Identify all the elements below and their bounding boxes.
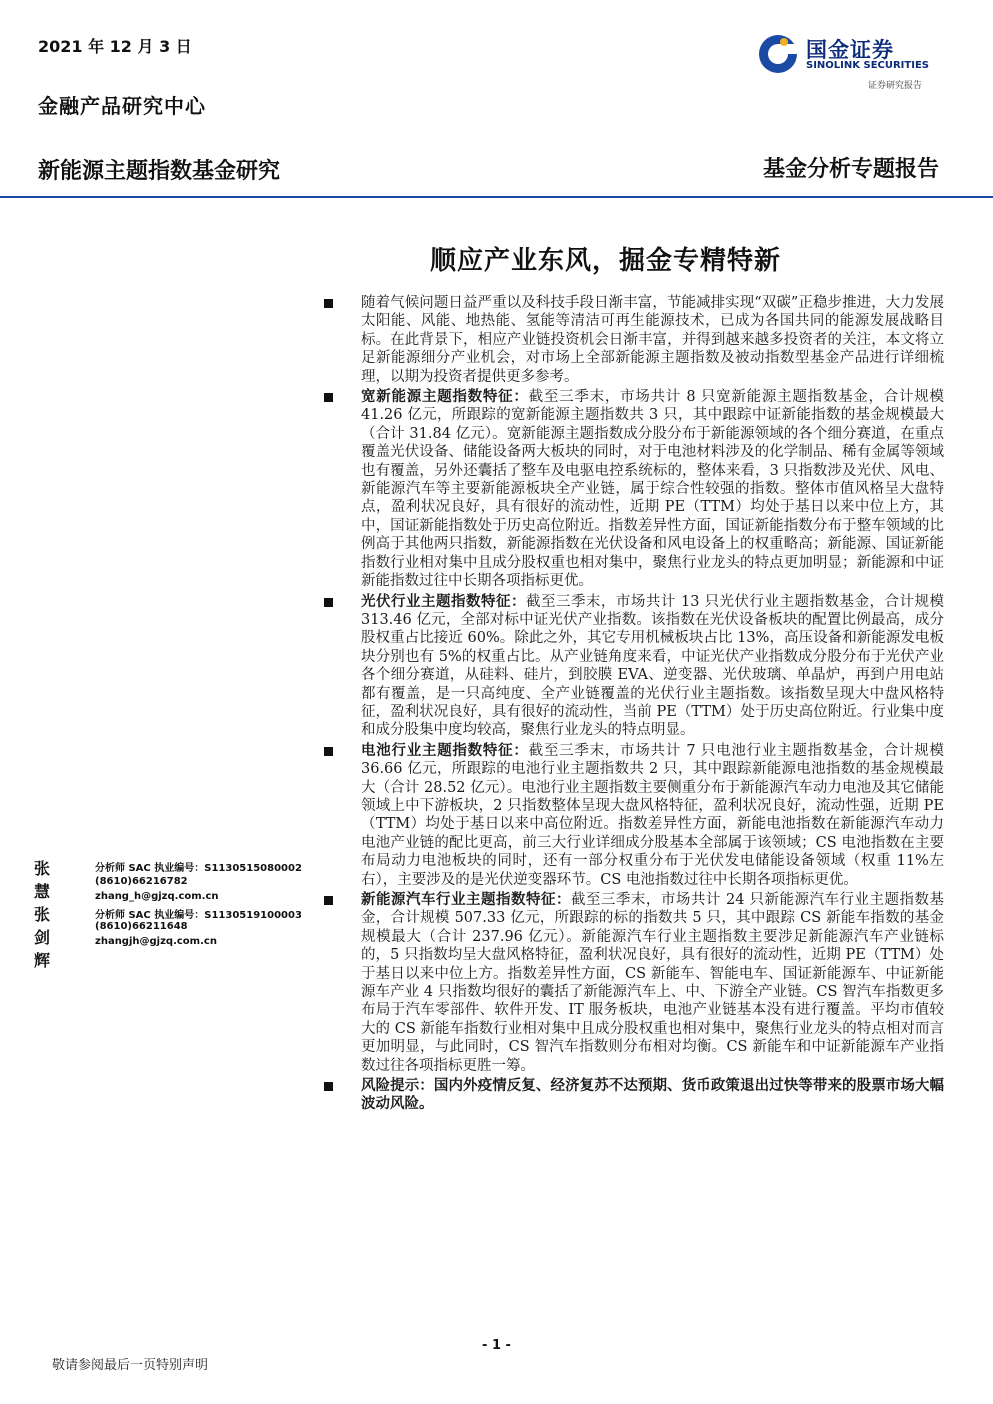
summary-paragraph <box>324 742 944 889</box>
report-main-title: 新能源主题指数基金研究 <box>38 159 281 184</box>
paragraph-text: 截至三季末，市场共计 7 只电池行业主题指数基金，合计规模 36.66 亿元，所跟踪的电池行业主题指数共 2 只，其中跟踪新能源电池指数的基金规模最大（合计 28.52 亿元）。电池行业主题指数主要侧重分布于新能源汽车动力电池及其它储能领域上中下游板块，2 只指数整体呈现大盘风格特征，盈利状况良好，流动性强，近期 PE（TTM）均处于基日以来中高位附近。指数差异性方面，新能电池指数在新能源汽车动力电池产业链的配比更高，前三大行业详细成分股基本全部属于该领域；CS 电池指数在主要布局动力电池板块的同时，还有一部分权重分布于光伏发电储能设备领域（权重 11%左右），主要涉及的是光伏逆变器环节。CS 电池指数过往中长期各项指标更优。 <box>361 742 945 888</box>
summary-paragraph <box>324 891 944 1075</box>
bullet-icon <box>324 393 333 402</box>
analyst-name: 张慧 <box>34 859 51 901</box>
headline: 顺应产业东风，掘金专精特新 <box>430 246 782 276</box>
page-number: - 1 - <box>482 1338 511 1353</box>
paragraph-heading: 光伏行业主题指数特征： <box>361 592 526 610</box>
analyst-sac-number: 分析师 SAC 执业编号：S1130519100003 <box>95 910 302 921</box>
paragraph-text: 国内外疫情反复、经济复苏不达预期、货币政策退出过快等带来的股票市场大幅波动风险。 <box>361 1077 945 1113</box>
paragraph-heading: 新能源汽车行业主题指数特征： <box>361 891 571 908</box>
bullet-icon <box>324 747 333 756</box>
report-type: 基金分析专题报告 <box>762 156 939 182</box>
paragraph-text: 随着气候问题日益严重以及科技手段日渐丰富，节能减排实现“双碳”正稳步推进，大力发展太阳能、风能、地热能、氢能等清洁可再生能源技术，已成为各国共同的能源发展战略目标。在此背景下，相应产业链投资机会日渐丰富，并得到越来越多投资者的关注，本文将立足新能源细分产业机会，对市场上全部新能源主题指数及被动指数型基金产品进行详细梳理，以期为投资者提供更多参考。 <box>361 295 944 385</box>
report-date: 2021 年 12 月 3 日 <box>38 37 192 56</box>
analyst-name: 张剑辉 <box>34 905 51 970</box>
summary-paragraph <box>324 388 944 590</box>
logo-english-name: SINOLINK SECURITIES <box>806 60 929 71</box>
risk-warning <box>324 1077 944 1114</box>
bullet-icon <box>324 896 333 905</box>
summary-paragraph <box>324 593 944 740</box>
research-center: 金融产品研究中心 <box>38 94 206 118</box>
bullet-icon <box>324 598 333 607</box>
logo-chinese-name: 国金证券 <box>806 38 894 62</box>
header-divider <box>0 196 993 198</box>
summary-paragraph <box>324 294 944 386</box>
bullet-icon <box>324 1082 333 1091</box>
analyst-sac-number: 分析师 SAC 执业编号：S1130515080002 <box>95 863 302 874</box>
report-label: 证券研究报告 <box>868 81 923 91</box>
analyst-phone: (8610)66216782 <box>95 876 188 887</box>
paragraph-text: 截至三季末，市场共计 8 只宽新能源主题指数基金，合计规模 41.26 亿元，所跟踪的宽新能源主题指数共 3 只，其中跟踪中证新能指数的基金规模最大（合计 31.84 亿元）。宽新能源主题指数成分股分布于新能源领域的各个细分赛道，在重点覆盖光伏设备、储能设备两大板块的同时，对于电池材料涉及的化学制品、稀有金属等领域也有覆盖，另外还囊括了整车及电驱电控系统标的，整体来看，3 只指数涉及光伏、风电、新能源汽车等主要新能源板块全产业链，属于综合性较强的指数。整体市值风格呈大盘特点，盈利状况良好，具有很好的流动性，近期 PE（TTM）均处于基日以来中位上方，其中，国证新能指数处于历史高位附近。指数差异性方面，国证新能指数分布于整车领域的比例高于其他两只指数，新能源指数在光伏设备和风电设备上的权重略高；新能源、国证新能指数行业相对集中且成分股权重也相对集中，聚焦行业龙头的特点更加明显；新能源和中证新能指数过往中长期各项指标更优。 <box>361 389 944 590</box>
summary-section <box>324 294 944 1116</box>
analyst-email[interactable]: zhang_h@gjzq.com.cn <box>95 891 219 902</box>
paragraph-heading: 电池行业主题指数特征： <box>361 741 529 759</box>
bullet-icon <box>324 299 333 308</box>
paragraph-heading: 风险提示： <box>361 1077 434 1095</box>
disclaimer-note: 敬请参阅最后一页特别声明 <box>52 1358 209 1373</box>
analyst-email[interactable]: zhangjh@gjzq.com.cn <box>95 936 217 947</box>
paragraph-text: 截至三季末，市场共计 13 只光伏行业主题指数基金，合计规模 313.46 亿元，全部对标中证光伏产业指数。该指数在光伏设备板块的配置比例最高，成分股权重占比接近 60%。除此之外，其它专用机械板块占比 13%，高压设备和新能源发电板块分别也有 5%的权重占比。从产业链角度来看，中证光伏产业指数成分股分布于光伏产业各个细分赛道，从硅料、硅片，到胶膜 EVA、逆变器、光伏玻璃、单晶炉，再到户用电站都有覆盖，是一只高纯度、全产业链覆盖的光伏行业主题指数。该指数呈现大中盘风格特征，盈利状况良好，具有很好的流动性，当前 PE（TTM）处于历史高位附近。行业集中度和成分股集中度均较高，聚焦行业龙头的特点明显。 <box>361 593 944 739</box>
paragraph-heading: 宽新能源主题指数特征： <box>361 388 529 406</box>
paragraph-text: 截至三季末，市场共计 24 只新能源汽车行业主题指数基金，合计规模 507.33 亿元，所跟踪的标的指数共 5 只，其中跟踪 CS 新能车指数的基金规模最大（合计 237.96 亿元）。新能源汽车行业主题指数主要涉足新能源汽车产业链标的，5 只指数均呈大盘风格特征，盈利状况良好，具有很好的流动性，近期 PE（TTM）处于基日以来中位上方。指数差异性方面，CS 新能车、智能电车、国证新能源车、中证新能源车产业 4 只指数均很好的囊括了新能源汽车上、中、下游全产业链。CS 智汽车指数更多布局于汽车零部件、软件开发、IT 服务板块，电池产业链基本没有进行覆盖。平均市值较大的 CS 新能车指数行业相对集中且成分股权重也相对集中，聚焦行业龙头的特点相对而言更加明显，与此同时，CS 智汽车指数则分布相对均衡。CS 新能车和中证新能源车产业指数过往各项指标更胜一筹。 <box>361 892 944 1074</box>
analyst-phone: (8610)66211648 <box>95 921 188 932</box>
